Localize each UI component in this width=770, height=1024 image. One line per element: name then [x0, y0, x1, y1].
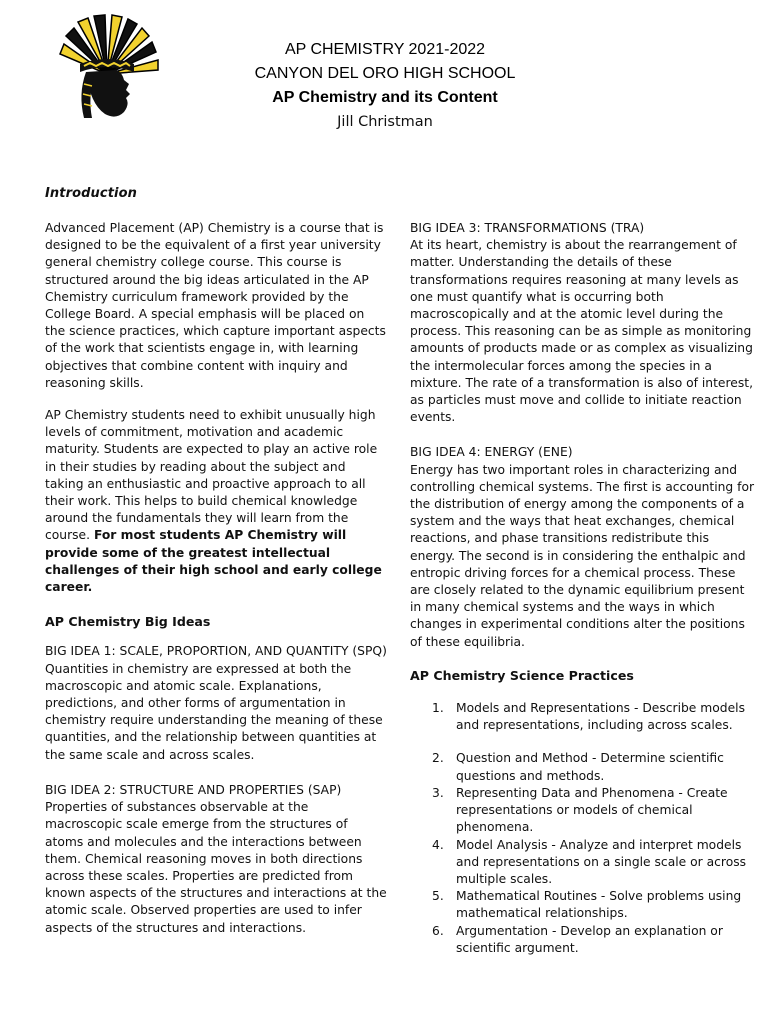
list-item: 4. Model Analysis - Analyze and interpret models and representations on a single scale or across multiple scales. — [432, 837, 747, 886]
list-item: 6. Argumentation - Develop an explanation or scientific argument. — [432, 923, 723, 955]
school-name: CANYON DEL ORO HIGH SCHOOL — [254, 65, 516, 82]
science-practices-list — [410, 700, 755, 957]
big-idea-4-title: BIG IDEA 4: ENERGY (ENE) — [410, 445, 573, 460]
document-subtitle: AP Chemistry and its Content — [272, 89, 498, 106]
list-item: 1. Models and Representations - Describe models and representations, including across scales. — [432, 701, 745, 733]
big-idea-4-body: Energy has two important roles in characterizing and controlling chemical systems. The first is accounting for the distribution of energy among the components of a system and the ways that heat exchanges, chemical reactions, and phase transitions redistribute this energy. The second is in considering the enthalpic and entropic driving forces for a chemical process. These are closely related to the dynamic equilibrium present in many chemical systems and the ways in which changes in experimental conditions alter the positions of these equilibria. — [410, 462, 755, 649]
intro-paragraph-2-text: AP Chemistry students need to exhibit unusually high levels of commitment, motivation and academic maturity. Students are expected to play an active role in their studies by reading about the subject and taking an enthusiastic and proactive approach to all their work. This helps to build chemical knowledge around the fundamentals they will learn from the course. — [45, 408, 378, 543]
list-item: 3. Representing Data and Phenomena - Create representations or models of chemical phenomena. — [432, 785, 728, 835]
intro-paragraph-2-emphasis: For most students AP Chemistry will provide some of the greatest intellectual challenges of their high school and early college career. — [45, 528, 382, 595]
intro-heading: Introduction — [45, 186, 137, 201]
author-name: Jill Christman — [337, 114, 433, 130]
big-idea-1-body: Quantities in chemistry are expressed at both the macroscopic and atomic scale. Explanations, predictions, and other forms of argumentation in chemistry require understanding the meaning of these quantities, and the relationship between quantities at the same scale and across scales. — [45, 661, 383, 762]
big-idea-2-body: Properties of substances observable at the macroscopic scale emerge from the structures of atoms and molecules and the interactions between them. Chemical reasoning moves in both directions across these scales. Properties are predicted from known aspects of the structures and interactions at the atomic scale. Observed properties are used to infer aspects of the structures and interactions. — [45, 800, 387, 935]
big-ideas-heading: AP Chemistry Big Ideas — [45, 614, 211, 630]
left-column — [45, 220, 387, 937]
science-practices-heading: AP Chemistry Science Practices — [410, 667, 634, 683]
big-idea-2-title: BIG IDEA 2: STRUCTURE AND PROPERTIES (SAP) — [45, 782, 342, 797]
right-column — [410, 220, 755, 957]
course-year-title: AP CHEMISTRY 2021-2022 — [284, 41, 486, 58]
document-header — [180, 38, 590, 134]
big-idea-3-title: BIG IDEA 3: TRANSFORMATIONS (TRA) — [410, 221, 645, 235]
list-item: 5. Mathematical Routines - Solve problems using mathematical relationships. — [432, 889, 742, 921]
big-idea-3-body: At its heart, chemistry is about the rearrangement of matter. Understanding the details of these transformations requires reasoning at many levels as one must quantify what is occurring both macroscopically and at the atomic level during the process. This reasoning can be as simple as monitoring amounts of products made or as complex as visualizing the intermolecular forces among the species in a mixture. The rate of a transformation is also of interest, as particles must move and collide to initiate reaction events. — [410, 238, 753, 425]
school-logo-icon — [50, 14, 165, 122]
big-idea-1-title: BIG IDEA 1: SCALE, PROPORTION, AND QUANTITY (SPQ) — [45, 644, 387, 659]
list-item: 2. Question and Method - Determine scientific questions and methods. — [432, 751, 724, 783]
intro-paragraph-1: Advanced Placement (AP) Chemistry is a course that is designed to be the equivalent of a first year university general chemistry college course. This course is structured around the big ideas articulated in the AP Chemistry curriculum framework provided by the College Board. A special emphasis will be placed on the science practices, which capture important aspects of the work that scientists engage in, with learning objectives that combine content with inquiry and reasoning skills. — [45, 221, 386, 390]
intro-paragraph-2 — [45, 407, 387, 596]
